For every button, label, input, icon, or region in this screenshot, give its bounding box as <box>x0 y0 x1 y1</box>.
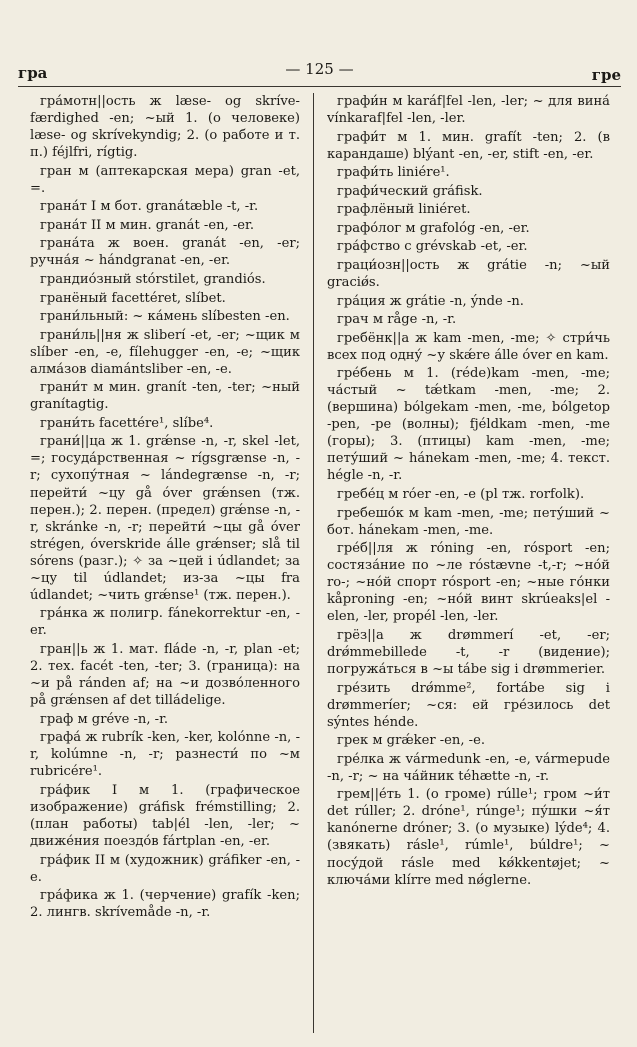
dictionary-entry: гра́фика ж 1. (черчение) grafík -ken; 2. лингв. skrívemåde -n, -r. <box>30 888 300 921</box>
dictionary-entry: гре́б||ля ж róning -en, rósport -en; состяза́ние по ~ле róstævne -t,-r; ~но́й ro-; ~но́й спорт rósport -en; ~ные го́нки kåproning -en; ~но́й винт skrúeaks|el -elen, -ler, propél -len, -ler. <box>327 541 610 625</box>
dictionary-entry: гран м (аптекарская мера) gran -et, =. <box>30 163 300 196</box>
dictionary-entry: гра́нка ж полигр. fánekorrektur -en, -er. <box>30 606 300 639</box>
dictionary-entry: гран||ь ж 1. мат. fláde -n, -r, plan -et; 2. тех. facét -ten, -ter; 3. (граница): на ~и på ránden af; на ~и дозво́ленного på grǽnsen af det tilládelige. <box>30 641 300 709</box>
dictionary-entry: графи́т м 1. мин. grafít -ten; 2. (в карандаше) blýant -en, -er, stift -en, -er. <box>327 129 610 162</box>
dictionary-entry: гре́бень м 1. (réde)kam -men, -me; ча́стый ~ tǽtkam -men, -me; 2. (вершина) bólgekam -men, -me, bólgetop -pen, -pe (волны); fjéldkam -men, -me (горы); 3. (птицы) kam -men, -me; пету́ший ~ hánekam -men, -me; 4. текст. hégle -n, -r. <box>327 366 610 484</box>
dictionary-entry: гра́мотн||ость ж læse- og skríve-færdighed -en; ~ый 1. (о человеке) læse- og skrívekyndig; 2. (о работе и т. п.) féjlfri, rígtig. <box>30 94 300 161</box>
dictionary-entry: гре́зить drǿmme², fortábe sig i drømmeríer; ~ся: ей гре́зилось det sýntes hénde. <box>327 680 610 730</box>
dictionary-entry: грани́ть facettére¹, slíbe⁴. <box>40 415 214 431</box>
dictionary-entry: гра́фик II м (художник) gráfiker -en, -e. <box>30 852 300 885</box>
dictionary-entry: гребешо́к м kam -men, -me; пету́ший ~ бот. hánekam -men, -me. <box>327 505 610 538</box>
dictionary-entry: гра́фик I м 1. (графическое изображение) gráfisk frémstilling; 2. (план работы) tab|él -len, -ler; ~ движе́ния поездо́в fártplan -en, -er. <box>30 782 300 849</box>
dictionary-entry: грёз||а ж drømmerí -et, -er; drǿmmebillede -t, -r (видение); погружа́ться в ~ы tábe sig i drømmerier. <box>327 627 610 677</box>
dictionary-entry: гребе́ц м róer -en, -e (pl тж. rorfolk). <box>337 487 585 503</box>
header-rule <box>18 86 621 87</box>
page-number: — 125 — <box>285 60 354 78</box>
dictionary-entry: графи́ческий gráfisk. <box>337 183 483 199</box>
dictionary-entry: грек м grǽker -en, -e. <box>337 733 486 749</box>
dictionary-entry: гра́фство с grévskab -et, -er. <box>337 239 528 255</box>
column-divider <box>313 93 314 1033</box>
guide-word-right: гре <box>591 66 621 84</box>
dictionary-entry: грани́||ца ж 1. grǽnse -n, -r, skel -let, =; госуда́рственная ~ rígsgrænse -n, -r; сухопу́тная ~ lándegrænse -n, -r; перейти́ ~цу gå óver grǽnsen (тж. перен.); 2. перен. (предел) grǽnse -n, -r, skránke -n, -r; перейти́ ~цы gå óver strégen, óverskride álle grǽnser; slå til sórens (разг.); ✧ за ~цей і údlandet; за ~цу til údlandet; из-за ~цы fra údlandet; ~чить grǽnse¹ (тж. перен.). <box>30 434 300 603</box>
dictionary-entry: гре́лка ж vármedunk -en, -e, vármepude -n, -r; ~ на ча́йник téhætte -n, -r. <box>327 751 610 784</box>
dictionary-entry: графи́н м karáf|fel -len, -ler; ~ для вина́ vínkaraf|fel -len, -ler. <box>327 94 610 127</box>
guide-word-left: гра <box>18 64 48 82</box>
dictionary-entry: грандио́зный stórstilet, grandiós. <box>40 271 266 287</box>
dictionary-entry: граци́озн||ость ж grátie -n; ~ый graciǿs. <box>327 257 610 290</box>
dictionary-entry: граф м gréve -n, -r. <box>40 711 169 727</box>
dictionary-entry: гранёный facettéret, slíbet. <box>40 290 226 306</box>
page-header <box>18 60 621 84</box>
dictionary-entry: грач м råge -n, -r. <box>337 312 457 328</box>
dictionary-entry: грана́т I м бот. granátæble -t, -r. <box>40 199 259 215</box>
dictionary-entry: графлёный liniéret. <box>337 202 471 218</box>
dictionary-entry: гра́ция ж grátie -n, ýnde -n. <box>337 293 524 309</box>
dictionary-entry: грани́льный: ~ ка́мень slíbesten -en. <box>40 309 290 325</box>
dictionary-entry: грем||е́ть 1. (о громе) rúlle¹; гром ~и́т det rúller; 2. dróne¹, rúnge¹; пу́шки ~я́т kanónerne dróner; 3. (о музыке) lýde⁴; 4. (звякать) rásle¹, rúmle¹, búldre¹; ~ посу́дой rásle med kǿkkentøjet; ~ ключа́ми klírre med nǿglerne. <box>327 787 610 888</box>
right-column <box>327 93 610 1033</box>
dictionary-entry: грани́т м мин. granít -ten, -ter; ~ный granítagtig. <box>30 380 300 413</box>
left-column <box>30 93 300 1033</box>
dictionary-entry: грана́та ж воен. granát -en, -er; ручна́я ~ hándgranat -en, -er. <box>30 236 300 269</box>
dictionary-entry: гребёнк||а ж kam -men, -me; ✧ стри́чь всех под одну́ ~у skǽre álle óver en kam. <box>327 330 610 363</box>
dictionary-entry: графа́ ж rubrík -ken, -ker, kolónne -n, -r, kolúmne -n, -r; разнести́ по ~м rubricére¹. <box>30 730 300 780</box>
dictionary-entry: грана́т II м мин. granát -en, -er. <box>40 217 255 233</box>
dictionary-entry: графи́ть liniére¹. <box>337 165 450 181</box>
dictionary-entry: грани́ль||ня ж sliberí -et, -er; ~щик м slíber -en, -e, fílehugger -en, -e; ~щик алма́зов diamántsliber -en, -e. <box>30 327 300 377</box>
dictionary-entry: графо́лог м grafológ -en, -er. <box>337 220 530 236</box>
